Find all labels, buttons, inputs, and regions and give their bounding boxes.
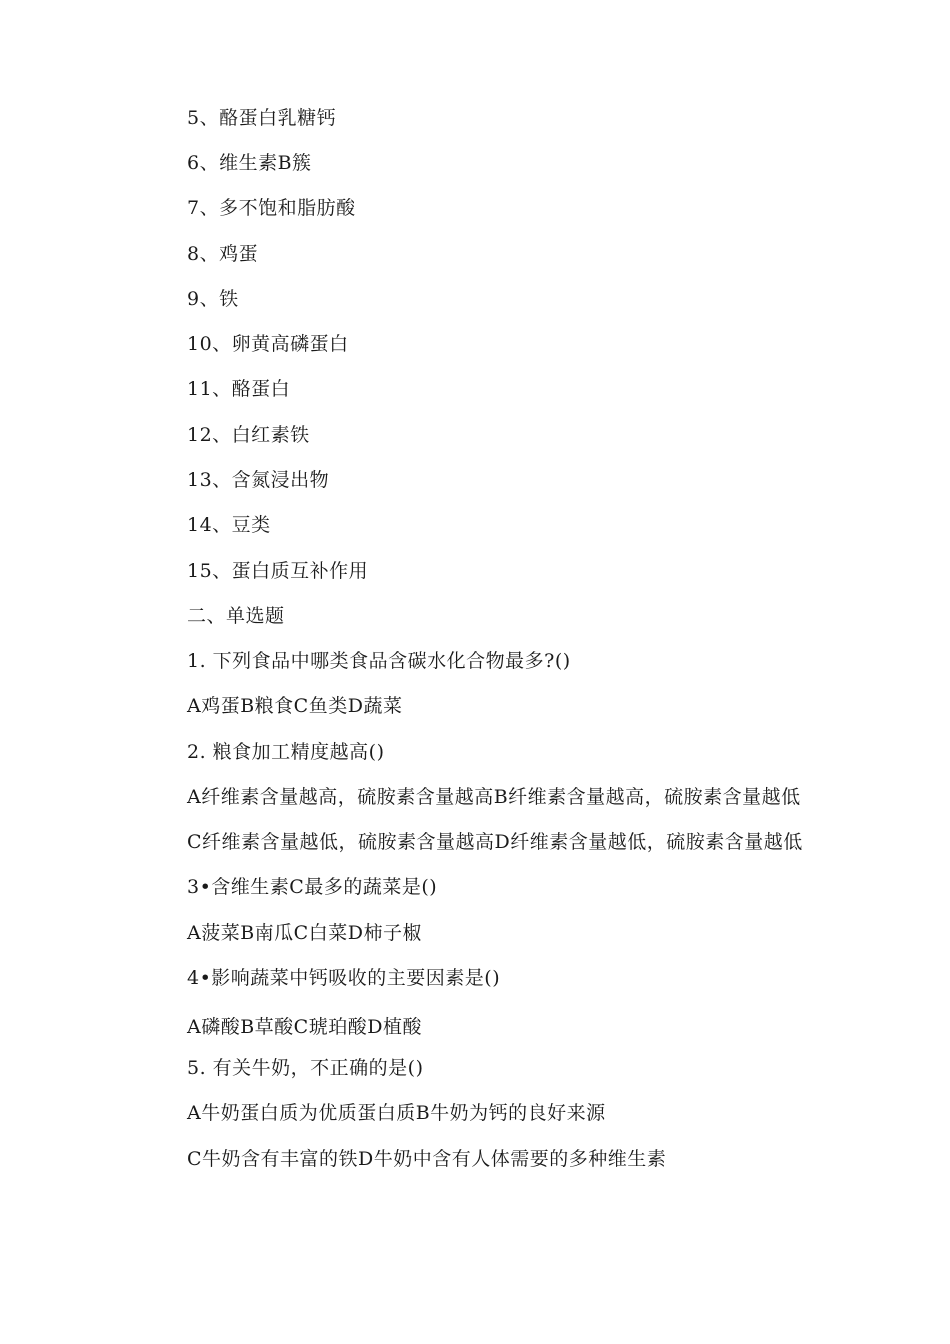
question-stem: 2. 粮食加工精度越高() — [187, 741, 385, 763]
term-item: 8、鸡蛋 — [187, 243, 259, 265]
question-stem: 3•含维生素C最多的蔬菜是() — [187, 876, 438, 898]
term-item: 11、酪蛋白 — [187, 378, 291, 400]
question-options: A纤维素含量越高，硫胺素含量越高B纤维素含量越高，硫胺素含量越低 — [187, 786, 801, 808]
term-item: 15、蛋白质互补作用 — [187, 560, 369, 582]
question-options: A磷酸B草酸C琥珀酸D植酸 — [187, 1016, 422, 1038]
term-item: 6、维生素B簇 — [187, 152, 312, 174]
question-stem: 5. 有关牛奶，不正确的是() — [187, 1057, 424, 1079]
question-stem: 1. 下列食品中哪类食品含碳水化合物最多?() — [187, 650, 571, 672]
question-options: A牛奶蛋白质为优质蛋白质B牛奶为钙的良好来源 — [187, 1102, 606, 1124]
term-item: 12、白红素铁 — [187, 424, 310, 446]
term-item: 10、卵黄高磷蛋白 — [187, 333, 349, 355]
question-options: A菠菜B南瓜C白菜D柿子椒 — [187, 922, 422, 944]
term-item: 14、豆类 — [187, 514, 271, 536]
section-heading: 二、单选题 — [187, 605, 285, 627]
question-options: A鸡蛋B粮食C鱼类D蔬菜 — [187, 695, 403, 717]
term-item: 9、铁 — [187, 288, 239, 310]
question-options: C纤维素含量越低，硫胺素含量越高D纤维素含量越低，硫胺素含量越低 — [187, 831, 803, 853]
term-item: 13、含氮浸出物 — [187, 469, 330, 491]
term-item: 5、酪蛋白乳糖钙 — [187, 107, 337, 129]
question-options: C牛奶含有丰富的铁D牛奶中含有人体需要的多种维生素 — [187, 1148, 667, 1170]
term-item: 7、多不饱和脂肪酸 — [187, 197, 356, 219]
question-stem: 4•影响蔬菜中钙吸收的主要因素是() — [187, 967, 501, 989]
